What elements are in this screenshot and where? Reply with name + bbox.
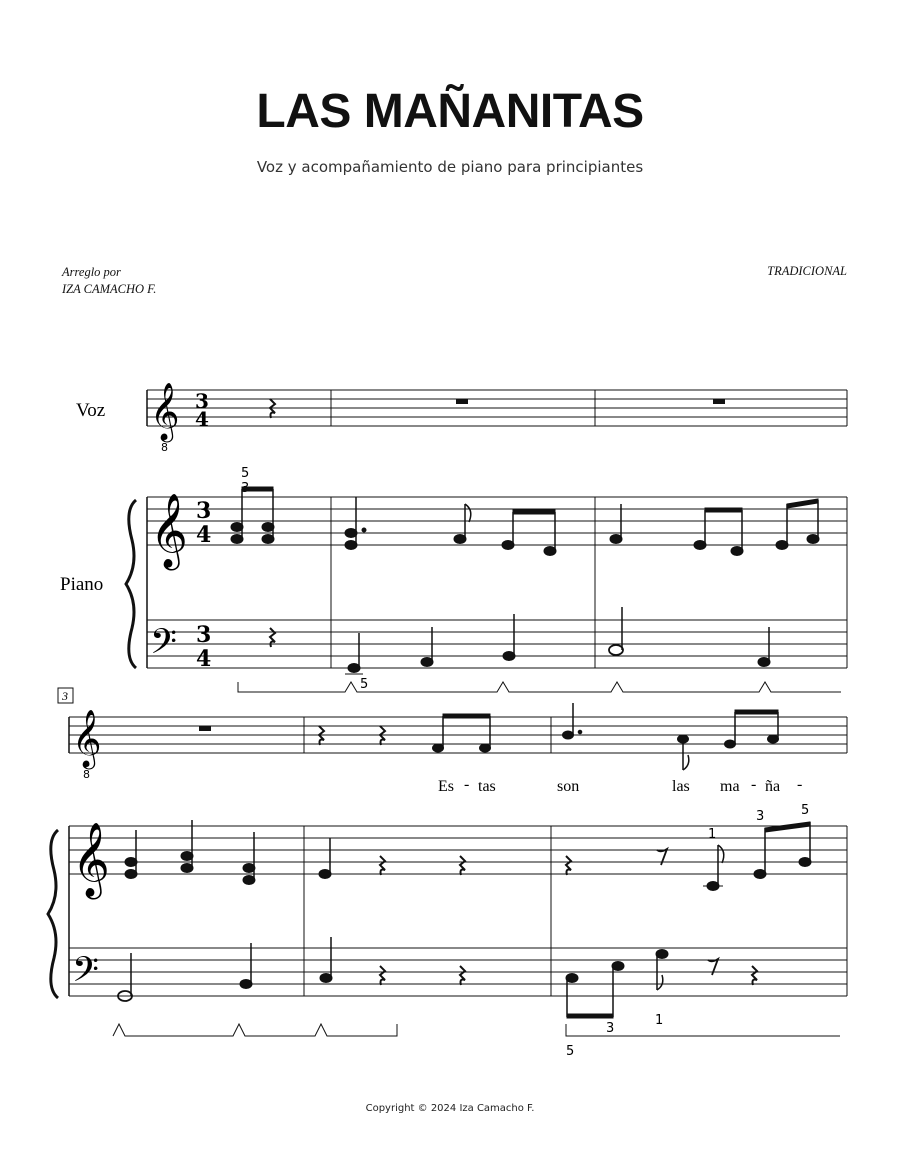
piano-brace-icon — [126, 500, 136, 668]
bass-clef-icon: 𝄢 — [72, 949, 100, 998]
time-sig-bottom: 4 — [196, 522, 212, 548]
voice-staff-1 — [147, 390, 847, 426]
pedal-marking — [238, 682, 841, 692]
whole-rest-icon — [713, 399, 725, 404]
piano-label: Piano — [60, 574, 104, 595]
fingering: 5 — [801, 803, 810, 818]
time-sig-top: 3 — [196, 622, 212, 648]
voice-notes-2 — [433, 703, 779, 770]
quarter-rest-icon — [752, 966, 757, 985]
lyric-hyphen: - — [751, 776, 757, 793]
quarter-rest-icon — [566, 856, 571, 875]
copyright-notice: Copyright © 2024 Iza Camacho F. — [365, 1103, 535, 1114]
treble-clef-icon: 𝄞 — [150, 494, 188, 568]
pedal-marking — [113, 1024, 397, 1036]
piano-brace-icon — [48, 830, 58, 998]
fingering: 5 — [360, 677, 369, 692]
arranger-label: Arreglo por — [62, 265, 121, 279]
fingering: 1 — [655, 1013, 664, 1028]
lyric-hyphen: - — [464, 776, 470, 793]
time-sig-bottom: 4 — [195, 407, 209, 431]
lyric-syllable: tas — [478, 778, 496, 795]
measure-number: 3 — [62, 689, 68, 703]
eighth-rest-icon — [708, 959, 718, 975]
lyric-hyphen: - — [797, 776, 803, 793]
time-sig-top: 3 — [195, 389, 209, 413]
eighth-rest-icon — [657, 849, 667, 865]
octave-marker: 8 — [83, 768, 90, 781]
lyric-syllable: ma — [720, 778, 740, 795]
lyric-syllable: las — [672, 778, 690, 795]
lyric-syllable: ña — [765, 778, 781, 795]
time-sig-top: 3 — [196, 498, 212, 524]
whole-rest-icon — [199, 726, 211, 731]
fingering: 1 — [708, 827, 717, 842]
quarter-rest-icon — [460, 966, 465, 985]
bass-clef-icon: 𝄢 — [150, 621, 178, 670]
piano-bass-staff-1 — [147, 620, 847, 668]
quarter-rest-icon — [460, 856, 465, 875]
voice-label: Voz — [76, 400, 106, 421]
arranger-name: IZA CAMACHO F. — [62, 282, 157, 296]
treble-clef-icon: 𝄞 — [72, 709, 102, 767]
quarter-rest-icon — [380, 856, 385, 875]
lyric-syllable: son — [557, 778, 580, 795]
lyrics-row — [438, 776, 802, 795]
piano-lower-notes-1 — [345, 607, 770, 674]
fingering: 3 — [756, 809, 765, 824]
octave-marker: 8 — [161, 441, 168, 454]
fingering: 5 — [241, 466, 250, 481]
fingering: 3 — [606, 1021, 615, 1036]
system-1 — [60, 382, 847, 692]
quarter-rest-icon — [380, 966, 385, 985]
piano-lower-notes-2 — [118, 937, 668, 1018]
lyric-syllable: Es — [438, 778, 454, 795]
treble-clef-icon: 𝄞 — [72, 823, 110, 897]
piano-bass-staff-2 — [69, 948, 847, 996]
score-subtitle: Voz y acompañamiento de piano para principiantes — [256, 158, 644, 176]
composer-credit: TRADICIONAL — [767, 264, 847, 278]
score-title: LAS MAÑANITAS — [256, 85, 644, 138]
time-sig-bottom: 4 — [196, 646, 212, 672]
treble-clef-icon: 𝄞 — [150, 382, 180, 440]
fingering: 5 — [566, 1044, 575, 1059]
system-2 — [48, 688, 847, 1059]
whole-rest-icon — [456, 399, 468, 404]
